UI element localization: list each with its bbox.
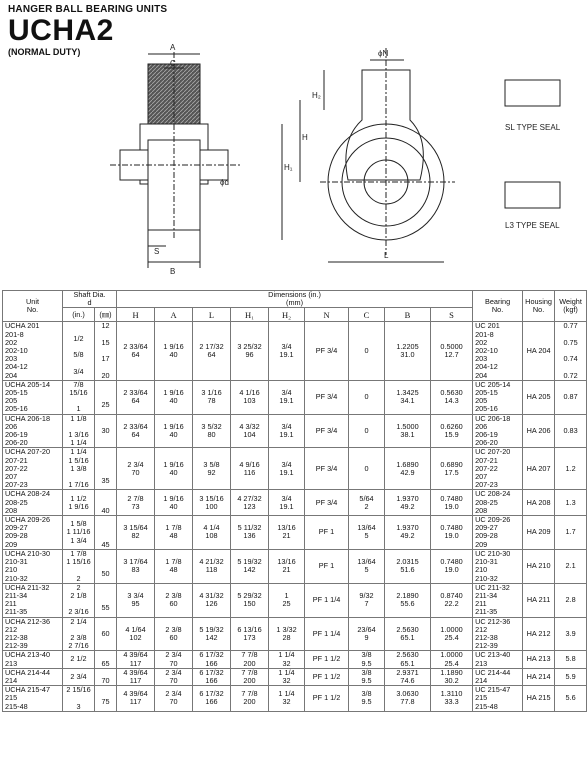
cell-h: 4 39/64 117 (117, 668, 155, 685)
cell-h2: 1 1/4 32 (269, 651, 305, 668)
cell-c: 0 (349, 322, 385, 380)
cell-a: 1 9/16 40 (155, 448, 193, 490)
cell-bearing: UC 215-47 215 215-48 (473, 686, 523, 712)
cell-c: 0 (349, 380, 385, 414)
cell-l: 3 5/32 80 (193, 414, 231, 448)
technical-drawing (0, 40, 568, 288)
duty-subtitle: (NORMAL DUTY) (8, 47, 81, 57)
cell-housing: HA 209 (523, 516, 555, 550)
cell-bearing: UC 212-36 212 212-38 212-39 (473, 617, 523, 651)
cell-h1: 4 27/32 123 (231, 490, 269, 516)
cell-l: 6 17/32 166 (193, 651, 231, 668)
cell-mm: 45 (95, 516, 117, 550)
cell-housing: HA 205 (523, 380, 555, 414)
cell-weight: 1.2 (555, 448, 587, 490)
cell-mm: 30 (95, 414, 117, 448)
cell-a: 1 9/16 40 (155, 380, 193, 414)
cell-in: 2 1/2 (63, 651, 95, 668)
cell-weight: 1.7 (555, 516, 587, 550)
cell-c: 13/64 5 (349, 549, 385, 583)
cell-unit: UCHA 214-44 214 (3, 668, 63, 685)
cell-mm: 35 (95, 448, 117, 490)
cell-h: 3 3/4 95 (117, 583, 155, 617)
cell-a: 1 7/8 48 (155, 549, 193, 583)
cell-h1: 3 25/32 96 (231, 322, 269, 380)
label-l: L (384, 251, 389, 260)
cell-h1: 5 19/32 142 (231, 549, 269, 583)
cell-h1: 7 7/8 200 (231, 651, 269, 668)
cell-h2: 1 1/4 32 (269, 668, 305, 685)
th-housing: Housing No. (523, 291, 555, 322)
cell-n: PF 1 1/4 (305, 617, 349, 651)
cell-a: 1 9/16 40 (155, 414, 193, 448)
cell-in: 2 2 1/8 2 3/16 (63, 583, 95, 617)
cell-bearing: UC 207-20 207-21 207-22 207 207-23 (473, 448, 523, 490)
table-row (3, 549, 587, 583)
front-view (282, 48, 455, 262)
cell-housing: HA 206 (523, 414, 555, 448)
cell-bearing: UC 205-14 205-15 205 205-16 (473, 380, 523, 414)
model-title: UCHA2 (8, 14, 114, 47)
th-col-b: B (385, 308, 431, 322)
cell-n: PF 1 (305, 516, 349, 550)
cell-h1: 7 7/8 200 (231, 686, 269, 712)
cell-c: 5/64 2 (349, 490, 385, 516)
cell-unit: UCHA 207-20 207-21 207-22 207 207-23 (3, 448, 63, 490)
cell-h: 4 39/64 117 (117, 651, 155, 668)
side-view (110, 52, 240, 268)
cell-s: 0.5630 14.3 (431, 380, 473, 414)
th-col-a: A (155, 308, 193, 322)
cell-b: 2.9371 74.6 (385, 668, 431, 685)
cell-c: 9/32 7 (349, 583, 385, 617)
cell-housing: HA 207 (523, 448, 555, 490)
th-bearing: Bearing No. (473, 291, 523, 322)
cell-in: 1 1/8 1 3/16 1 1/4 (63, 414, 95, 448)
cell-housing: HA 212 (523, 617, 555, 651)
table-row (3, 448, 587, 490)
cell-s: 0.5000 12.7 (431, 322, 473, 380)
cell-h: 2 7/8 73 (117, 490, 155, 516)
th-shaft: Shaft Dia. d (63, 291, 117, 308)
cell-l: 6 17/32 166 (193, 668, 231, 685)
seal-diagrams (505, 80, 560, 208)
cell-mm: 12 15 17 20 (95, 322, 117, 380)
cell-c: 3/8 9.5 (349, 651, 385, 668)
sl-seal-shape (505, 80, 560, 106)
cell-b: 1.5000 38.1 (385, 414, 431, 448)
cell-b: 1.2205 31.0 (385, 322, 431, 380)
label-h1: H₁ (284, 163, 293, 172)
cell-weight: 2.1 (555, 549, 587, 583)
th-col-h1: H₁ (231, 308, 269, 322)
cell-h2: 3/4 19.1 (269, 380, 305, 414)
cell-unit: UCHA 205-14 205-15 205 205-16 (3, 380, 63, 414)
cell-a: 1 9/16 40 (155, 322, 193, 380)
spec-table (2, 290, 587, 712)
cell-s: 0.6260 15.9 (431, 414, 473, 448)
cell-a: 2 3/4 70 (155, 668, 193, 685)
label-l3-seal: L3 TYPE SEAL (505, 221, 560, 230)
cell-weight: 0.87 (555, 380, 587, 414)
cell-h1: 4 9/16 116 (231, 448, 269, 490)
cell-n: PF 3/4 (305, 322, 349, 380)
cell-h: 4 39/64 117 (117, 686, 155, 712)
cell-b: 2.0315 51.6 (385, 549, 431, 583)
cell-l: 2 17/32 64 (193, 322, 231, 380)
series-title: HANGER BALL BEARING UNITS (8, 4, 168, 15)
cell-mm: 50 (95, 549, 117, 583)
cell-unit: UCHA 215-47 215 215-48 (3, 686, 63, 712)
cell-h2: 13/16 21 (269, 516, 305, 550)
cell-h2: 3/4 19.1 (269, 448, 305, 490)
cell-mm: 40 (95, 490, 117, 516)
cell-housing: HA 214 (523, 668, 555, 685)
th-col-n: N (305, 308, 349, 322)
table-row (3, 651, 587, 668)
cell-n: PF 3/4 (305, 414, 349, 448)
table-row (3, 686, 587, 712)
label-a: A (170, 43, 176, 52)
cell-c: 0 (349, 448, 385, 490)
cell-a: 2 3/8 60 (155, 583, 193, 617)
cell-h1: 6 13/16 173 (231, 617, 269, 651)
th-unit: Unit No. (3, 291, 63, 322)
cell-weight: 0.83 (555, 414, 587, 448)
cell-bearing: UC 206-18 206 206-19 206-20 (473, 414, 523, 448)
cell-b: 3.0630 77.8 (385, 686, 431, 712)
cell-bearing: UC 210-30 210-31 210 210-32 (473, 549, 523, 583)
cell-unit: UCHA 206-18 206 206-19 206-20 (3, 414, 63, 448)
cell-h: 3 15/64 82 (117, 516, 155, 550)
cell-housing: HA 204 (523, 322, 555, 380)
cell-h2: 13/16 21 (269, 549, 305, 583)
cell-a: 2 3/4 70 (155, 686, 193, 712)
cell-c: 23/64 9 (349, 617, 385, 651)
cell-c: 3/8 9.5 (349, 668, 385, 685)
cell-c: 3/8 9.5 (349, 686, 385, 712)
cell-h1: 7 7/8 200 (231, 668, 269, 685)
cell-h2: 3/4 19.1 (269, 414, 305, 448)
cell-weight: 3.9 (555, 617, 587, 651)
cell-n: PF 1 1/2 (305, 686, 349, 712)
label-h: H (302, 133, 308, 142)
spec-table-body (3, 322, 587, 711)
cell-in: 7/8 15/16 1 (63, 380, 95, 414)
cell-weight: 2.8 (555, 583, 587, 617)
cell-h2: 1 1/4 32 (269, 686, 305, 712)
label-n: ϕN (378, 49, 389, 58)
cell-in: 2 15/16 3 (63, 686, 95, 712)
cell-housing: HA 213 (523, 651, 555, 668)
cell-s: 1.1890 30.2 (431, 668, 473, 685)
th-weight: Weight (kgf) (555, 291, 587, 322)
cell-weight: 5.6 (555, 686, 587, 712)
table-row (3, 490, 587, 516)
table-row (3, 583, 587, 617)
cell-bearing: UC 213-40 213 (473, 651, 523, 668)
cell-n: PF 1 1/2 (305, 651, 349, 668)
cell-h1: 4 1/16 103 (231, 380, 269, 414)
cell-unit: UCHA 208-24 208-25 208 (3, 490, 63, 516)
cell-housing: HA 208 (523, 490, 555, 516)
cell-l: 4 21/32 118 (193, 549, 231, 583)
cell-h: 2 33/64 64 (117, 322, 155, 380)
th-col-c: C (349, 308, 385, 322)
th-mm: (㎜) (95, 308, 117, 322)
cell-unit: UCHA 213-40 213 (3, 651, 63, 668)
cell-unit: UCHA 209-26 209-27 209-28 209 (3, 516, 63, 550)
table-row (3, 516, 587, 550)
label-s: S (154, 247, 160, 256)
cell-n: PF 3/4 (305, 448, 349, 490)
cell-b: 1.9370 49.2 (385, 516, 431, 550)
cell-n: PF 3/4 (305, 490, 349, 516)
cell-weight: 1.3 (555, 490, 587, 516)
cell-h2: 1 3/32 28 (269, 617, 305, 651)
cell-housing: HA 215 (523, 686, 555, 712)
cell-in: 2 3/4 (63, 668, 95, 685)
cell-s: 0.7480 19.0 (431, 549, 473, 583)
table-row (3, 668, 587, 685)
cell-bearing: UC 214-44 214 (473, 668, 523, 685)
cell-mm: 55 (95, 583, 117, 617)
cell-h: 4 1/64 102 (117, 617, 155, 651)
cell-bearing: UC 208-24 208-25 208 (473, 490, 523, 516)
cell-h1: 4 3/32 104 (231, 414, 269, 448)
cell-housing: HA 211 (523, 583, 555, 617)
cell-l: 4 31/32 126 (193, 583, 231, 617)
cell-b: 2.1890 55.6 (385, 583, 431, 617)
label-h2: H₂ (312, 91, 321, 100)
cell-l: 4 1/4 108 (193, 516, 231, 550)
cell-mm: 70 (95, 668, 117, 685)
cell-unit: UCHA 210-30 210-31 210 210-32 (3, 549, 63, 583)
cell-s: 0.8740 22.2 (431, 583, 473, 617)
cell-h2: 1 25 (269, 583, 305, 617)
th-dimensions: Dimensions (in.) (mm) (117, 291, 473, 308)
cell-h1: 5 29/32 150 (231, 583, 269, 617)
cell-s: 1.0000 25.4 (431, 617, 473, 651)
cell-bearing: UC 211-32 211-34 211 211-35 (473, 583, 523, 617)
cell-h1: 5 11/32 136 (231, 516, 269, 550)
cell-in: 1/2 5/8 3/4 (63, 322, 95, 380)
cell-c: 0 (349, 414, 385, 448)
th-in: (in.) (63, 308, 95, 322)
cell-b: 2.5630 65.1 (385, 651, 431, 668)
cell-weight: 5.8 (555, 651, 587, 668)
label-b: B (170, 267, 176, 276)
cell-h: 2 3/4 70 (117, 448, 155, 490)
cell-n: PF 3/4 (305, 380, 349, 414)
cell-b: 2.5630 65.1 (385, 617, 431, 651)
cell-unit: UCHA 211-32 211-34 211 211-35 (3, 583, 63, 617)
label-sl-seal: SL TYPE SEAL (505, 123, 561, 132)
label-d: ϕd (220, 178, 229, 187)
cell-h: 2 33/64 64 (117, 414, 155, 448)
cell-h2: 3/4 19.1 (269, 322, 305, 380)
cell-s: 0.6890 17.5 (431, 448, 473, 490)
cell-h2: 3/4 19.1 (269, 490, 305, 516)
cell-l: 5 19/32 142 (193, 617, 231, 651)
cell-a: 2 3/8 60 (155, 617, 193, 651)
label-c: C (170, 59, 176, 68)
th-col-h2: H₂ (269, 308, 305, 322)
l3-seal-shape (505, 182, 560, 208)
table-row (3, 617, 587, 651)
table-row (3, 322, 587, 380)
cell-in: 1 7/8 1 15/16 2 (63, 549, 95, 583)
cell-b: 1.3425 34.1 (385, 380, 431, 414)
th-col-l: L (193, 308, 231, 322)
cell-l: 3 15/16 100 (193, 490, 231, 516)
cell-mm: 25 (95, 380, 117, 414)
table-row (3, 380, 587, 414)
cell-a: 2 3/4 70 (155, 651, 193, 668)
cell-s: 0.7480 19.0 (431, 490, 473, 516)
cell-in: 1 1/2 1 9/16 (63, 490, 95, 516)
cell-n: PF 1 1/2 (305, 668, 349, 685)
cell-h: 3 17/64 83 (117, 549, 155, 583)
cell-b: 1.9370 49.2 (385, 490, 431, 516)
th-col-h: H (117, 308, 155, 322)
cell-housing: HA 210 (523, 549, 555, 583)
cell-weight: 0.77 0.75 0.74 0.72 (555, 322, 587, 380)
cell-l: 6 17/32 166 (193, 686, 231, 712)
cell-s: 1.0000 25.4 (431, 651, 473, 668)
th-col-s: S (431, 308, 473, 322)
cell-in: 1 5/8 1 11/16 1 3/4 (63, 516, 95, 550)
cell-l: 3 5/8 92 (193, 448, 231, 490)
cell-a: 1 9/16 40 (155, 490, 193, 516)
cell-h: 2 33/64 64 (117, 380, 155, 414)
cell-in: 2 1/4 2 3/8 2 7/16 (63, 617, 95, 651)
cell-l: 3 1/16 78 (193, 380, 231, 414)
table-row (3, 414, 587, 448)
cell-unit: UCHA 201 201-8 202 202-10 203 204-12 204 (3, 322, 63, 380)
cell-c: 13/64 5 (349, 516, 385, 550)
cell-unit: UCHA 212-36 212 212-38 212-39 (3, 617, 63, 651)
cell-s: 1.3110 33.3 (431, 686, 473, 712)
cell-in: 1 1/4 1 5/16 1 3/8 1 7/16 (63, 448, 95, 490)
cell-mm: 65 (95, 651, 117, 668)
cell-n: PF 1 1/4 (305, 583, 349, 617)
cell-b: 1.6890 42.9 (385, 448, 431, 490)
cell-a: 1 7/8 48 (155, 516, 193, 550)
housing-outline (346, 70, 423, 180)
cell-bearing: UC 201 201-8 202 202-10 203 204-12 204 (473, 322, 523, 380)
cell-weight: 5.9 (555, 668, 587, 685)
cell-n: PF 1 (305, 549, 349, 583)
cell-bearing: UC 209-26 209-27 209-28 209 (473, 516, 523, 550)
cell-s: 0.7480 19.0 (431, 516, 473, 550)
cell-mm: 75 (95, 686, 117, 712)
cell-mm: 60 (95, 617, 117, 651)
